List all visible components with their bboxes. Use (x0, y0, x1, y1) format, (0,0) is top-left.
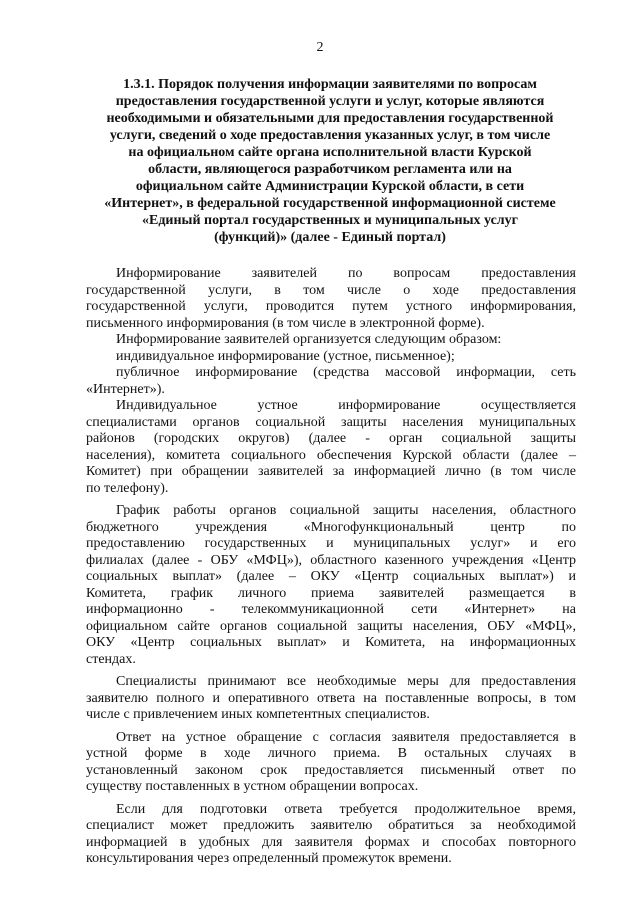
heading-line: «Единый портал государственных и муниципальных услуг (141, 213, 518, 228)
heading-line: услуги, сведений о ходе предоставления указанных услуг, в том числе (109, 128, 551, 143)
text-line: Индивидуальное устное информирование осуществляется (116, 398, 576, 413)
paragraph-individual-oral (86, 398, 576, 497)
text-line: устной форме в ходе личного приема. В остальных случаях в (86, 746, 576, 761)
document-body (86, 266, 576, 868)
text-line: стендах. (86, 651, 136, 667)
paragraph-schedule (86, 503, 576, 668)
paragraph-individual (86, 349, 576, 366)
paragraph-public (86, 365, 576, 398)
text-line: предоставлению государственных и муниципальных услуг» и его (86, 536, 576, 551)
paragraph-specialists (86, 674, 576, 724)
text-line: бюджетного учреждения «Многофункциональный центр по (86, 519, 576, 535)
section-heading (84, 76, 576, 246)
text-line: государственной услуги, в том числе о ходе предоставления (86, 282, 576, 298)
text-line: Информирование заявителей организуется следующим образом: (116, 332, 502, 347)
paragraph-organization (86, 332, 576, 349)
text-line: государственной услуги, проводится путем устного информирования, (86, 299, 576, 314)
text-line: существу поставленных в устном обращении вопросах. (86, 779, 419, 794)
heading-line: 1.3.1. Порядок получения информации заявителями по вопросам (123, 77, 537, 92)
heading-line: необходимыми и обязательными для предоставления государственной (106, 111, 554, 126)
heading-line: области, являющегося разработчиком регламента или на (148, 162, 512, 177)
paragraph-long-answer (86, 802, 576, 868)
text-line: Информирование заявителей по вопросам предоставления (116, 266, 576, 281)
heading-line: предоставления государственной услуги и услуг, которые являются (115, 94, 545, 109)
text-line: публичное информирование (средства массовой информации, сеть (116, 365, 576, 380)
text-line: районов (городских округов) (далее - орган социальной защиты (86, 431, 576, 446)
text-line: ОКУ «Центр социальных выплат» и Комитета, на информационных (86, 635, 576, 650)
text-line: специалистами органов социальной защиты населения муниципальных (86, 414, 576, 430)
heading-line: официальном сайте Администрации Курской области, в сети (135, 179, 525, 194)
text-line: консультирования через определенный промежуток времени. (86, 851, 452, 866)
text-line: установленный законом срок предоставляется письменный ответ по (86, 762, 576, 778)
page-number: 2 (316, 40, 324, 55)
text-line: Специалисты принимают все необходимые меры для предоставления (116, 674, 576, 689)
text-line: социальных выплат» (далее – ОКУ «Центр социальных выплат») и (86, 569, 576, 584)
text-line: письменного информирования (в том числе в электронной форме). (86, 315, 485, 331)
text-line: филиалах (далее - ОБУ «МФЦ»), областного казенного учреждения «Центр (86, 552, 576, 568)
text-line: информацией в удобных для заявителя формах и способах повторного (86, 834, 576, 850)
text-line: официальном сайте органов социальной защиты населения, ОБУ «МФЦ», (86, 618, 576, 634)
text-line: «Интернет»). (86, 381, 165, 397)
text-line: Комитета, график личного приема заявителей размещается в (86, 585, 576, 601)
text-line: График работы органов социальной защиты населения, областного (116, 503, 576, 518)
text-line: Если для подготовки ответа требуется продолжительное время, (116, 801, 576, 817)
heading-line: «Интернет», в федеральной государственной информационной системе (104, 196, 556, 211)
text-line: числе с привлечением иных компетентных специалистов. (86, 707, 430, 722)
text-line: по телефону). (86, 480, 169, 496)
paragraph-oral-answer (86, 730, 576, 796)
text-line: Комитет) при обращении заявителей за информацией лично (в том числе (86, 464, 576, 479)
text-line: заявителю полного и оперативного ответа на поставленные вопросы, в том (86, 690, 576, 706)
text-line: Ответ на устное обращение с согласия заявителя предоставляется в (116, 729, 576, 745)
text-line: информационно - телекоммуникационной сети «Интернет» на (86, 602, 576, 617)
heading-line: на официальном сайте органа исполнительной власти Курской (128, 145, 532, 160)
text-line: населения), комитета социального обеспечения Курской области (далее – (86, 447, 576, 463)
text-line: специалист может предложить заявителю обратиться за необходимой (86, 818, 576, 833)
heading-line: (функций)» (далее - Единый портал) (214, 230, 446, 245)
text-line: индивидуальное информирование (устное, письменное); (116, 348, 455, 364)
paragraph-informing (86, 266, 576, 332)
